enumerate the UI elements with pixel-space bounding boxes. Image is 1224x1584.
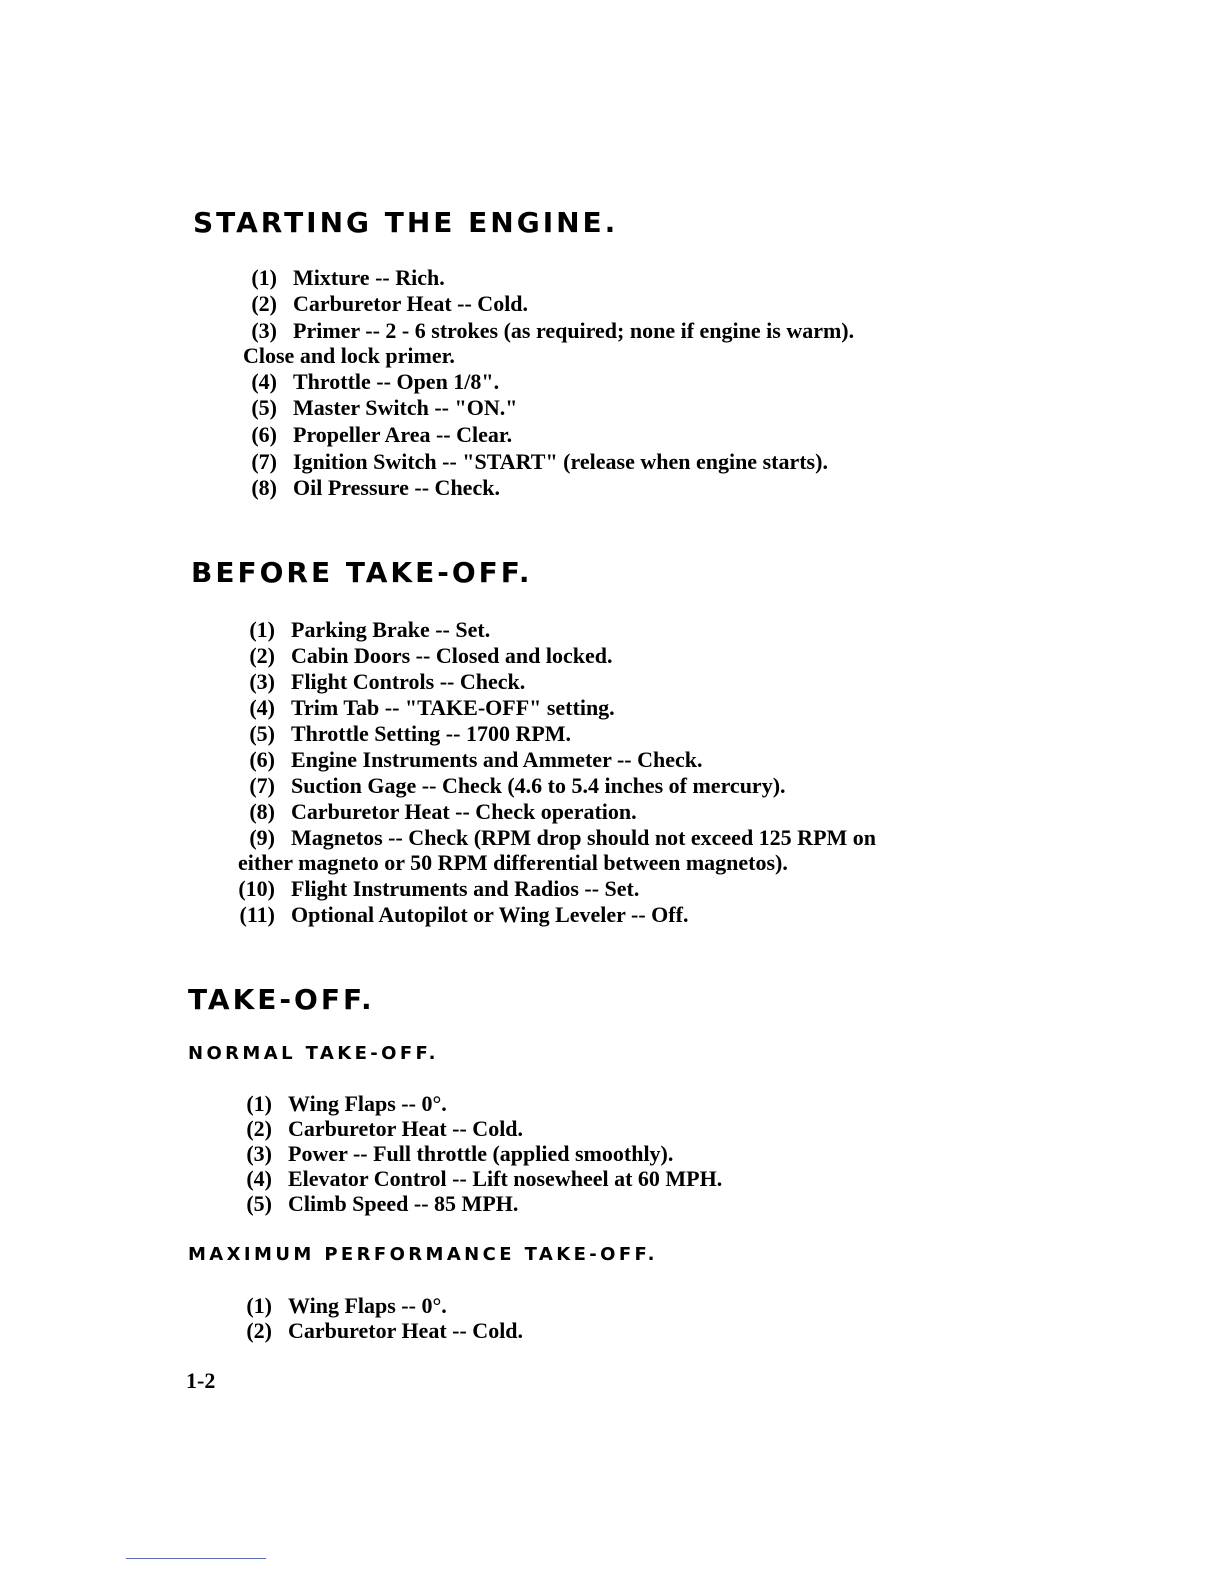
step-text: Carburetor Heat -- Cold.	[288, 1116, 524, 1141]
step-text: Carburetor Heat -- Check operation.	[291, 799, 637, 824]
step-number: (7)	[249, 773, 275, 798]
page-number: 1-2	[186, 1368, 216, 1393]
step-text: Trim Tab -- "TAKE-OFF" setting.	[291, 695, 615, 720]
step-text: Power -- Full throttle (applied smoothly).	[288, 1141, 674, 1166]
step-text: Wing Flaps -- 0°.	[288, 1091, 447, 1116]
step-text: Carburetor Heat -- Cold.	[288, 1318, 524, 1343]
step-number: (4)	[251, 369, 277, 394]
step-text: Flight Instruments and Radios -- Set.	[291, 876, 640, 901]
step-text: Throttle -- Open 1/8".	[293, 369, 500, 394]
step-number: (10)	[238, 876, 275, 901]
step-text: Wing Flaps -- 0°.	[288, 1293, 447, 1318]
step-number: (1)	[249, 617, 275, 642]
step-number: (5)	[246, 1191, 272, 1216]
step-text: Climb Speed -- 85 MPH.	[288, 1191, 519, 1216]
step-number: (4)	[246, 1166, 272, 1191]
step-text: Engine Instruments and Ammeter -- Check.	[291, 747, 703, 772]
step-text: Suction Gage -- Check (4.6 to 5.4 inches of mercury).	[291, 773, 786, 798]
step-text: Master Switch -- "ON."	[293, 395, 518, 420]
step-number: (2)	[246, 1116, 272, 1141]
step-text: Magnetos -- Check (RPM drop should not exceed 125 RPM on	[291, 825, 877, 850]
step-text: Elevator Control -- Lift nosewheel at 60 MPH.	[288, 1166, 723, 1191]
step-number: (1)	[246, 1091, 272, 1116]
step-text: Propeller Area -- Clear.	[293, 422, 513, 447]
step-number: (2)	[246, 1318, 272, 1343]
footer-rule	[126, 1558, 266, 1559]
step-number: (1)	[246, 1293, 272, 1318]
step-text: Parking Brake -- Set.	[291, 617, 491, 642]
step-number: (6)	[249, 747, 275, 772]
step-number: (6)	[251, 422, 277, 447]
step-number: (8)	[249, 799, 275, 824]
step-number: (5)	[249, 721, 275, 746]
step-text: Cabin Doors -- Closed and locked.	[291, 643, 613, 668]
step-number: (7)	[251, 449, 277, 474]
step-number: (2)	[251, 291, 277, 316]
step-continuation: Close and lock primer.	[243, 343, 455, 368]
step-number: (4)	[249, 695, 275, 720]
step-number: (2)	[249, 643, 275, 668]
step-number: (3)	[249, 669, 275, 694]
step-text: Primer -- 2 - 6 strokes (as required; none if engine is warm).	[293, 318, 855, 343]
step-number: (5)	[251, 395, 277, 420]
step-text: Optional Autopilot or Wing Leveler -- Off.	[291, 902, 689, 927]
section-title-starting: STARTING THE ENGINE.	[193, 206, 619, 239]
step-text: Ignition Switch -- "START" (release when engine starts).	[293, 449, 828, 474]
step-text: Oil Pressure -- Check.	[293, 475, 500, 500]
step-continuation: either magneto or 50 RPM differential between magnetos).	[238, 850, 788, 875]
step-number: (9)	[249, 825, 275, 850]
step-text: Carburetor Heat -- Cold.	[293, 291, 529, 316]
step-text: Throttle Setting -- 1700 RPM.	[291, 721, 572, 746]
step-text: Mixture -- Rich.	[293, 265, 445, 290]
step-text: Flight Controls -- Check.	[291, 669, 526, 694]
subsection-title-maximum-performance-takeoff: MAXIMUM PERFORMANCE TAKE-OFF.	[188, 1244, 658, 1265]
step-number: (3)	[251, 318, 277, 343]
step-number: (1)	[251, 265, 277, 290]
section-title-takeoff: TAKE-OFF.	[188, 983, 375, 1016]
step-number: (3)	[246, 1141, 272, 1166]
subsection-title-normal-takeoff: NORMAL TAKE-OFF.	[188, 1043, 439, 1064]
step-number: (11)	[239, 902, 275, 927]
section-title-before-takeoff: BEFORE TAKE-OFF.	[191, 556, 533, 589]
step-number: (8)	[251, 475, 277, 500]
